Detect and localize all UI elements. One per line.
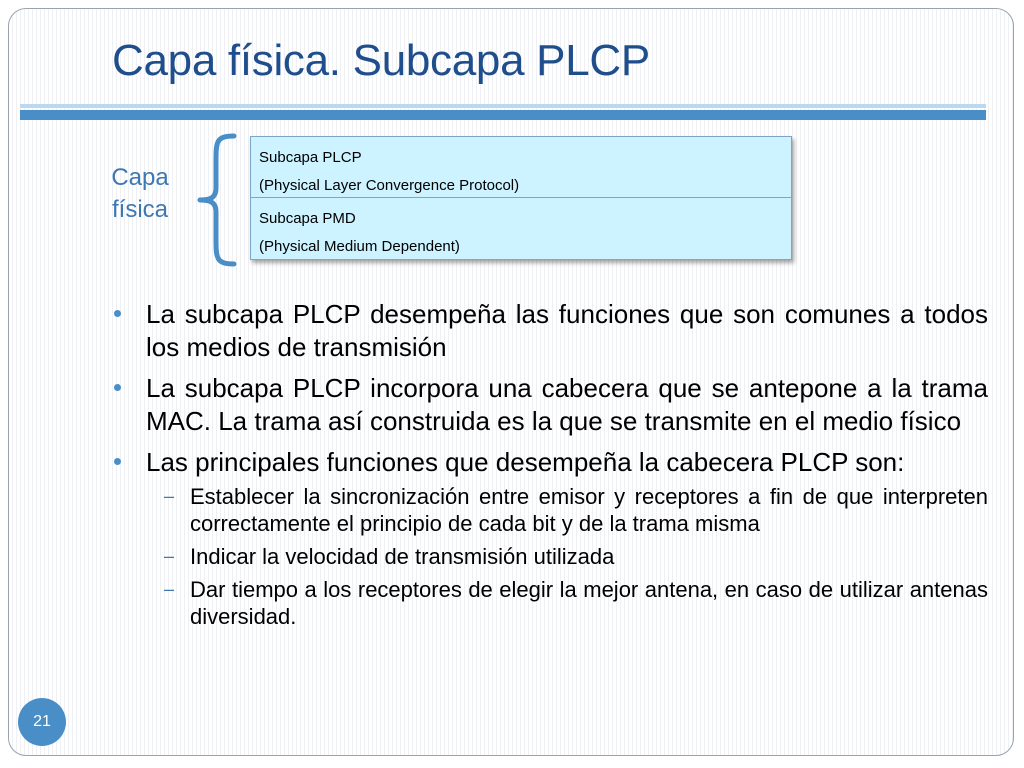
page-number: 21	[33, 713, 51, 730]
sublayer-row-pmd	[250, 198, 792, 260]
capa-fisica-label	[106, 162, 174, 226]
bullet-item	[112, 446, 988, 630]
dash-icon: –	[164, 546, 175, 566]
title-rule	[20, 104, 986, 122]
subbullet-item	[146, 543, 988, 570]
sublayer-plcp-name: Subcapa PLCP	[259, 149, 362, 166]
title-rule-dark	[20, 110, 986, 120]
subbullet-item	[146, 483, 988, 537]
bullet-item	[112, 372, 988, 438]
subbullet-text: Indicar la velocidad de transmisión utilizada	[190, 544, 615, 569]
subbullet-text: Establecer la sincronización entre emisor y receptores a fin de que interpreten correctamente el principio de cada bit y de la trama misma	[190, 484, 988, 536]
dash-icon: –	[164, 486, 175, 506]
subbullet-text: Dar tiempo a los receptores de elegir la mejor antena, en caso de utilizar antenas diversidad.	[190, 577, 988, 629]
slide-title: Capa física. Subcapa PLCP	[112, 36, 650, 85]
capa-fisica-label-line1: Capa	[111, 164, 169, 191]
page-number-badge	[18, 698, 66, 746]
capa-fisica-label-line2: física	[111, 196, 168, 223]
sublayer-pmd-desc: (Physical Medium Dependent)	[259, 238, 460, 255]
title-rule-light	[20, 104, 986, 108]
blue-dot-icon	[114, 310, 121, 317]
sublayer-plcp-desc: (Physical Layer Convergence Protocol)	[259, 177, 520, 194]
curly-brace-icon	[188, 132, 238, 268]
bullet-list	[112, 298, 988, 638]
subbullet-item	[146, 576, 988, 630]
subbullet-list	[146, 483, 988, 630]
bullet-text: Las principales funciones que desempeña la cabecera PLCP son:	[146, 447, 905, 477]
sublayer-pmd-name: Subcapa PMD	[259, 210, 356, 227]
bullet-text: La subcapa PLCP desempeña las funciones que son comunes a todos los medios de transmisión	[146, 299, 988, 362]
bullet-text: La subcapa PLCP incorpora una cabecera que se antepone a la trama MAC. La trama así construida es la que se transmite en el medio físico	[146, 373, 988, 436]
dash-icon: –	[164, 579, 175, 599]
bullet-item	[112, 298, 988, 364]
blue-dot-icon	[114, 384, 121, 391]
blue-dot-icon	[114, 458, 121, 465]
sublayer-row-plcp	[250, 136, 792, 198]
sublayer-table	[250, 136, 792, 260]
